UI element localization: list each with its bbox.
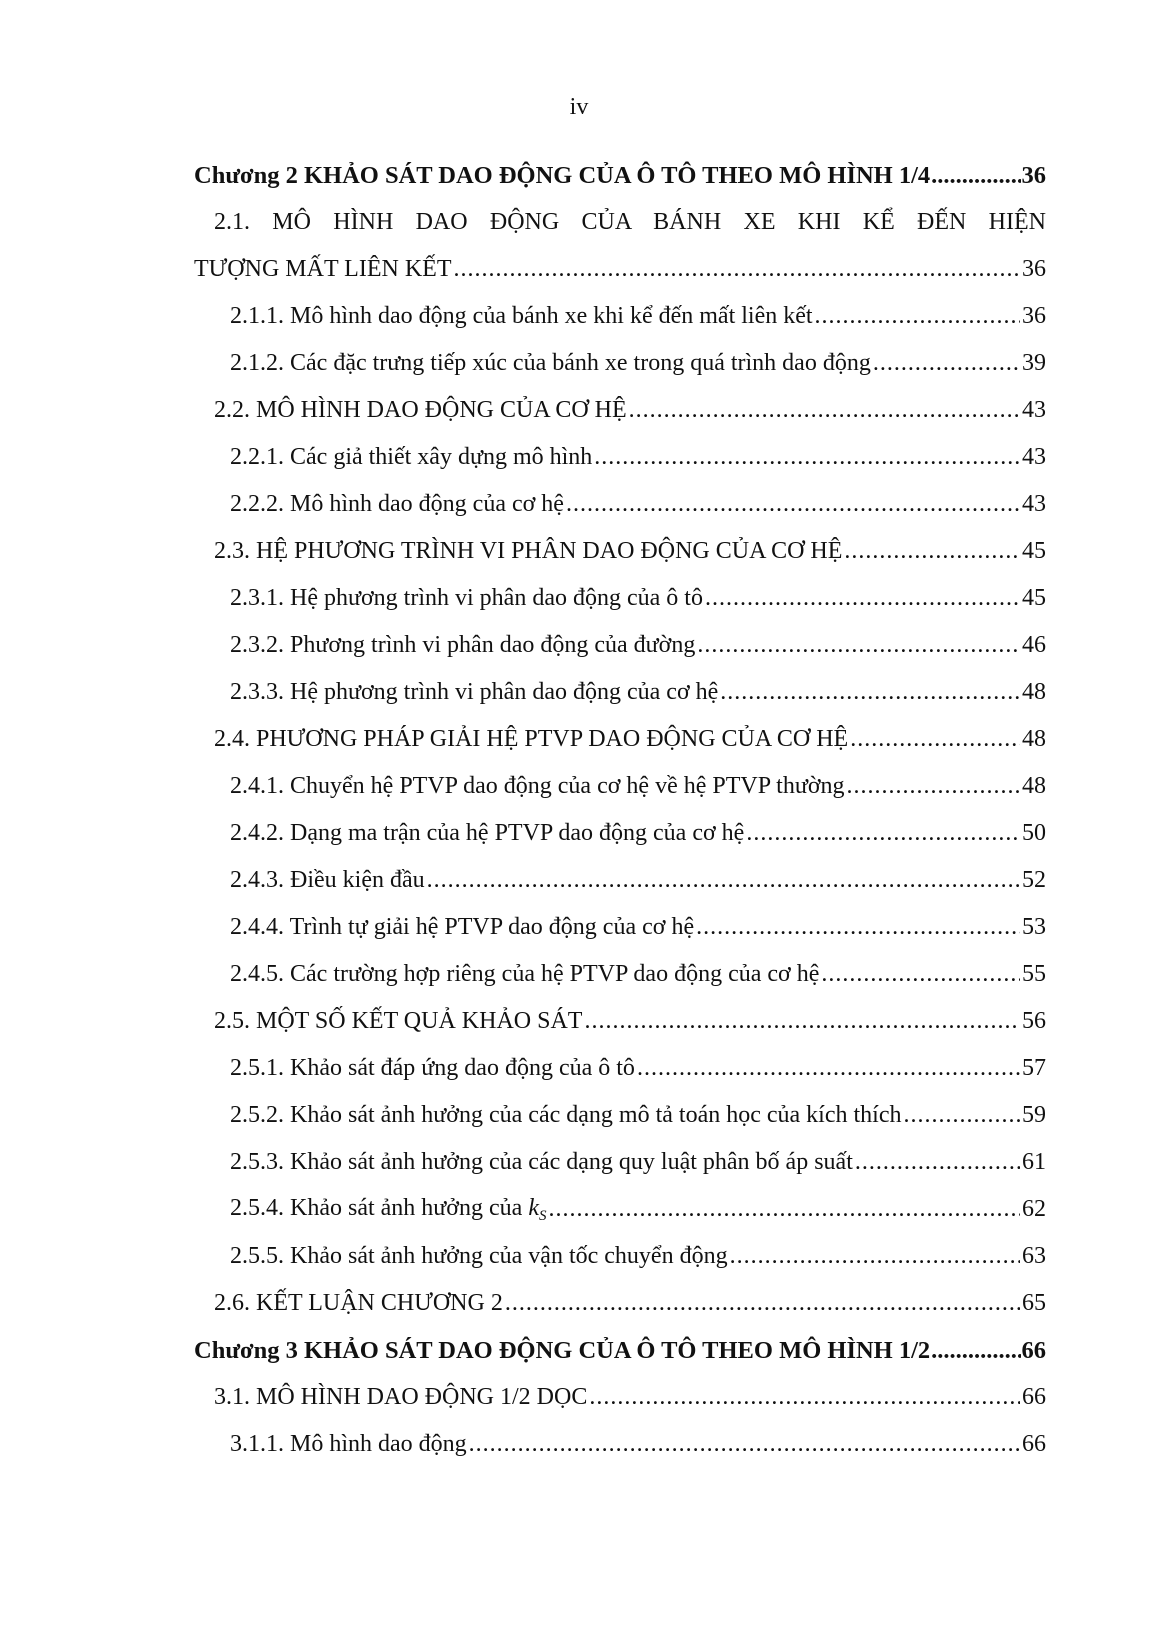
toc-title: 2.2. MÔ HÌNH DAO ĐỘNG CỦA CƠ HỆ <box>214 397 627 423</box>
toc-page: 39 <box>1022 350 1046 376</box>
toc-title: 2.5.2. Khảo sát ảnh hưởng của các dạng mô tả toán học của kích thích <box>230 1102 902 1128</box>
toc-leader <box>584 1008 1020 1035</box>
toc-leader <box>847 773 1020 800</box>
toc-leader <box>453 256 1020 283</box>
toc-page: 63 <box>1022 1243 1046 1269</box>
toc-page: 36 <box>1022 256 1046 282</box>
toc-section-2-5-4[interactable] <box>194 1186 1046 1233</box>
toc-section-2-5-3[interactable] <box>194 1139 1046 1186</box>
toc-leader <box>705 585 1020 612</box>
toc-leader <box>637 1055 1020 1082</box>
toc-page: 48 <box>1022 679 1046 705</box>
toc-page: 45 <box>1022 585 1046 611</box>
toc-leader <box>548 1196 1020 1223</box>
toc-page: 43 <box>1022 491 1046 517</box>
toc-leader <box>855 1149 1020 1176</box>
toc-leader <box>850 726 1020 753</box>
toc-leader <box>844 538 1020 565</box>
toc-leader <box>720 679 1020 706</box>
k-subscript: S <box>538 1207 547 1224</box>
toc-section-2-2-2[interactable] <box>194 481 1046 528</box>
toc-chapter-2[interactable] <box>194 152 1046 199</box>
toc-section-2-1-line2[interactable] <box>194 246 1046 293</box>
toc-page: 66 <box>1022 1431 1046 1457</box>
toc-leader <box>931 162 1020 190</box>
toc-page: 62 <box>1022 1196 1046 1222</box>
toc-section-2-1-2[interactable] <box>194 340 1046 387</box>
table-of-contents <box>194 152 1046 1468</box>
toc-page: 66 <box>1021 1336 1046 1364</box>
toc-leader <box>746 820 1020 847</box>
toc-leader <box>629 397 1020 424</box>
toc-title: 2.5.5. Khảo sát ảnh hưởng của vận tốc chuyển động <box>230 1243 728 1269</box>
toc-section-2-3-1[interactable] <box>194 575 1046 622</box>
toc-leader <box>469 1431 1020 1458</box>
toc-page: 43 <box>1022 397 1046 423</box>
toc-title: 2.2.1. Các giả thiết xây dựng mô hình <box>230 444 593 470</box>
toc-title: 2.4.4. Trình tự giải hệ PTVP dao động của cơ hệ <box>230 914 695 940</box>
toc-title: 2.3.2. Phương trình vi phân dao động của đường <box>230 632 696 658</box>
toc-leader <box>505 1290 1020 1317</box>
toc-page: 66 <box>1022 1384 1046 1410</box>
toc-page: 57 <box>1022 1055 1046 1081</box>
toc-section-2-3-2[interactable] <box>194 622 1046 669</box>
toc-title: 2.4.1. Chuyển hệ PTVP dao động của cơ hệ về hệ PTVP thường <box>230 773 845 799</box>
toc-section-2-1-line1[interactable]: 2.1. MÔ HÌNH DAO ĐỘNG CỦA BÁNH XE KHI KỂ ĐẾN HIỆN <box>214 209 1046 235</box>
toc-section-2-5[interactable] <box>194 998 1046 1045</box>
toc-section-3-1-1[interactable] <box>194 1421 1046 1468</box>
toc-page: 59 <box>1022 1102 1046 1128</box>
toc-section-2-4-4[interactable] <box>194 904 1046 951</box>
toc-page: 61 <box>1022 1149 1046 1175</box>
toc-section-2-5-5[interactable] <box>194 1233 1046 1280</box>
toc-section-2-3[interactable] <box>194 528 1046 575</box>
toc-leader <box>589 1384 1020 1411</box>
toc-title: 2.3. HỆ PHƯƠNG TRÌNH VI PHÂN DAO ĐỘNG CỦA CƠ HỆ <box>214 538 843 564</box>
toc-leader <box>815 303 1020 330</box>
toc-title-text: 2.5.4. Khảo sát ảnh hưởng của <box>230 1194 529 1221</box>
toc-section-2-2-1[interactable] <box>194 434 1046 481</box>
toc-leader <box>697 632 1020 659</box>
toc-title: 3.1. MÔ HÌNH DAO ĐỘNG 1/2 DỌC <box>214 1384 588 1410</box>
toc-section-2-5-1[interactable] <box>194 1045 1046 1092</box>
toc-section-2-4-3[interactable] <box>194 857 1046 904</box>
toc-leader <box>566 491 1020 518</box>
toc-title: 2.4.3. Điều kiện đầu <box>230 867 425 893</box>
toc-title: 2.5. MỘT SỐ KẾT QUẢ KHẢO SÁT <box>214 1008 583 1034</box>
toc-title: 3.1.1. Mô hình dao động <box>230 1431 467 1457</box>
toc-page: 55 <box>1022 961 1046 987</box>
toc-leader <box>931 1337 1020 1365</box>
toc-page: 36 <box>1022 303 1046 329</box>
toc-leader <box>730 1243 1020 1270</box>
toc-title: 2.4. PHƯƠNG PHÁP GIẢI HỆ PTVP DAO ĐỘNG CỦA CƠ HỆ <box>214 726 849 752</box>
toc-section-2-2[interactable] <box>194 387 1046 434</box>
toc-page: 48 <box>1022 773 1046 799</box>
toc-title: TƯỢNG MẤT LIÊN KẾT <box>194 256 452 282</box>
toc-section-2-4[interactable] <box>194 716 1046 763</box>
toc-title: Chương 3 KHẢO SÁT DAO ĐỘNG CỦA Ô TÔ THEO MÔ HÌNH 1/2 <box>194 1336 931 1364</box>
toc-page: 43 <box>1022 444 1046 470</box>
toc-title: 2.3.3. Hệ phương trình vi phân dao động của cơ hệ <box>230 679 719 705</box>
toc-leader <box>696 914 1020 941</box>
toc-page: 56 <box>1022 1008 1046 1034</box>
toc-title: 2.5.3. Khảo sát ảnh hưởng của các dạng quy luật phân bố áp suất <box>230 1149 853 1175</box>
toc-section-3-1[interactable] <box>194 1374 1046 1421</box>
toc-section-2-4-2[interactable] <box>194 810 1046 857</box>
toc-title <box>230 1195 546 1225</box>
toc-section-2-4-5[interactable] <box>194 951 1046 998</box>
toc-leader <box>427 867 1020 894</box>
toc-leader <box>821 961 1020 988</box>
toc-section-2-6[interactable] <box>194 1280 1046 1327</box>
toc-title: 2.3.1. Hệ phương trình vi phân dao động của ô tô <box>230 585 703 611</box>
toc-page: 48 <box>1022 726 1046 752</box>
toc-leader <box>594 444 1020 471</box>
k-symbol: k <box>528 1194 539 1221</box>
toc-section-2-5-2[interactable] <box>194 1092 1046 1139</box>
toc-page: 53 <box>1022 914 1046 940</box>
toc-title: 2.5.1. Khảo sát đáp ứng dao động của ô tô <box>230 1055 635 1081</box>
toc-title: 2.1.1. Mô hình dao động của bánh xe khi kể đến mất liên kết <box>230 303 813 329</box>
toc-title: 2.6. KẾT LUẬN CHƯƠNG 2 <box>214 1290 503 1316</box>
toc-title: 2.4.2. Dạng ma trận của hệ PTVP dao động của cơ hệ <box>230 820 745 846</box>
toc-chapter-3[interactable] <box>194 1327 1046 1374</box>
toc-leader <box>873 350 1020 377</box>
toc-title: Chương 2 KHẢO SÁT DAO ĐỘNG CỦA Ô TÔ THEO MÔ HÌNH 1/4 <box>194 161 931 189</box>
toc-page: 52 <box>1022 867 1046 893</box>
toc-page: 36 <box>1021 161 1046 189</box>
toc-page: 65 <box>1022 1290 1046 1316</box>
toc-page: 46 <box>1022 632 1046 658</box>
toc-title: 2.4.5. Các trường hợp riêng của hệ PTVP dao động của cơ hệ <box>230 961 820 987</box>
page-number: iv <box>569 94 589 120</box>
toc-section-2-3-3[interactable] <box>194 669 1046 716</box>
toc-title: 2.2.2. Mô hình dao động của cơ hệ <box>230 491 564 517</box>
toc-section-2-4-1[interactable] <box>194 763 1046 810</box>
toc-page: 45 <box>1022 538 1046 564</box>
toc-leader <box>903 1102 1020 1129</box>
toc-title: 2.1.2. Các đặc trưng tiếp xúc của bánh xe trong quá trình dao động <box>230 350 871 376</box>
toc-page: 50 <box>1022 820 1046 846</box>
toc-section-2-1-1[interactable] <box>194 293 1046 340</box>
